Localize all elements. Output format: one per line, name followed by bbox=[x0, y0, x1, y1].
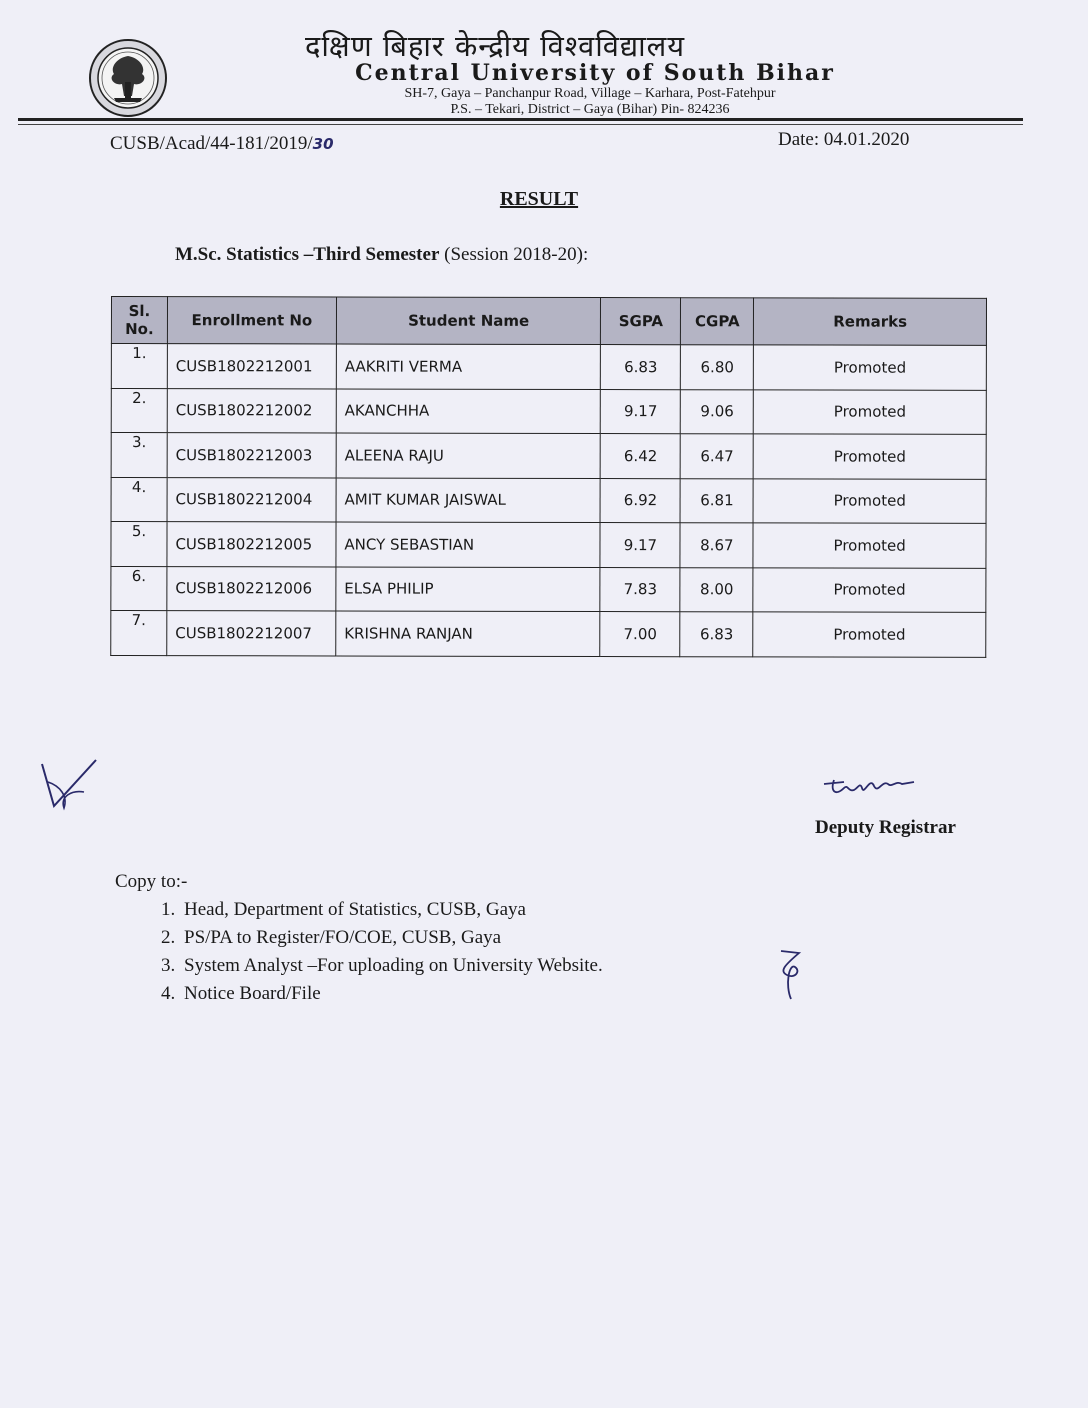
list-item: 4. Notice Board/File bbox=[180, 980, 603, 1008]
col-header-remarks: Remarks bbox=[754, 298, 987, 345]
cell-sl: 7. bbox=[111, 611, 167, 656]
university-name-english: Central University of South Bihar bbox=[355, 60, 835, 86]
cell-remarks: Promoted bbox=[753, 567, 986, 612]
cell-student-name: ANCY SEBASTIAN bbox=[336, 522, 601, 567]
cell-enrollment: CUSB1802212007 bbox=[167, 611, 336, 656]
result-table bbox=[110, 296, 987, 657]
cell-enrollment: CUSB1802212004 bbox=[167, 477, 336, 522]
cell-cgpa: 6.47 bbox=[681, 434, 754, 479]
cell-sgpa: 7.00 bbox=[600, 612, 680, 657]
cell-sgpa: 6.42 bbox=[601, 434, 681, 479]
table-row bbox=[111, 611, 986, 657]
table-row bbox=[111, 566, 986, 612]
cell-cgpa: 8.00 bbox=[680, 567, 753, 612]
copy-to-list bbox=[140, 896, 603, 1008]
table-row bbox=[111, 344, 986, 390]
program-session: (Session 2018-20): bbox=[439, 244, 589, 265]
table-row bbox=[111, 433, 986, 479]
cell-sl: 5. bbox=[111, 522, 167, 567]
col-header-sgpa: SGPA bbox=[601, 298, 681, 345]
cell-cgpa: 9.06 bbox=[681, 389, 754, 434]
signatory-title: Deputy Registrar bbox=[815, 817, 956, 838]
cell-student-name: ELSA PHILIP bbox=[336, 566, 601, 611]
cell-student-name: AKANCHHA bbox=[336, 388, 601, 433]
cell-remarks: Promoted bbox=[753, 434, 986, 479]
reference-number bbox=[110, 133, 334, 155]
cell-remarks: Promoted bbox=[754, 345, 987, 390]
program-subtitle bbox=[175, 244, 588, 266]
table-row bbox=[111, 522, 986, 568]
header-divider-thin bbox=[18, 124, 1023, 125]
list-item: 2. PS/PA to Register/FO/COE, CUSB, Gaya bbox=[180, 924, 603, 952]
table-header-row bbox=[111, 297, 986, 346]
col-header-student-name: Student Name bbox=[336, 297, 601, 345]
cell-sgpa: 6.83 bbox=[601, 345, 681, 390]
cell-remarks: Promoted bbox=[753, 523, 986, 568]
list-item: 1. Head, Department of Statistics, CUSB, Gaya bbox=[180, 896, 603, 924]
reference-handwritten-suffix: 30 bbox=[312, 135, 334, 153]
col-header-enrollment: Enrollment No bbox=[167, 297, 336, 344]
cell-enrollment: CUSB1802212005 bbox=[167, 522, 336, 567]
cell-remarks: Promoted bbox=[754, 389, 987, 434]
university-name-hindi: दक्षिण बिहार केन्द्रीय विश्वविद्यालय bbox=[305, 29, 686, 63]
result-title: RESULT bbox=[499, 188, 579, 210]
address-line-1: SH-7, Gaya – Panchanpur Road, Village – Karhara, Post-Fatehpur bbox=[404, 86, 776, 101]
cell-sl: 2. bbox=[111, 388, 167, 433]
cell-enrollment: CUSB1802212003 bbox=[167, 433, 336, 478]
cell-cgpa: 6.83 bbox=[680, 612, 753, 657]
cell-enrollment: CUSB1802212002 bbox=[167, 388, 336, 433]
cell-remarks: Promoted bbox=[753, 612, 986, 657]
cell-sgpa: 9.17 bbox=[600, 523, 680, 568]
cell-student-name: KRISHNA RANJAN bbox=[336, 611, 601, 656]
reference-number-text: CUSB/Acad/44-181/2019/ bbox=[110, 133, 313, 154]
col-header-cgpa: CGPA bbox=[681, 298, 754, 345]
table-row bbox=[111, 477, 986, 523]
cell-remarks: Promoted bbox=[753, 478, 986, 523]
registrar-signature bbox=[822, 770, 922, 804]
cell-cgpa: 6.80 bbox=[681, 345, 754, 390]
handwritten-initial bbox=[775, 945, 809, 1003]
copy-to-heading: Copy to:- bbox=[115, 871, 188, 892]
university-seal-logo bbox=[88, 38, 168, 118]
document-date: Date: 04.01.2020 bbox=[778, 129, 910, 150]
cell-sgpa: 9.17 bbox=[601, 389, 681, 434]
cell-cgpa: 8.67 bbox=[680, 523, 753, 568]
col-header-sl bbox=[111, 297, 167, 344]
header-divider-thick bbox=[18, 118, 1023, 121]
handwritten-tick-mark bbox=[38, 756, 102, 818]
cell-enrollment: CUSB1802212006 bbox=[167, 566, 336, 611]
col-header-sl-line2: No. bbox=[125, 320, 154, 339]
cell-student-name: AMIT KUMAR JAISWAL bbox=[336, 477, 601, 522]
cell-sl: 6. bbox=[111, 566, 167, 611]
cell-cgpa: 6.81 bbox=[680, 478, 753, 523]
table-row bbox=[111, 388, 986, 434]
cell-sgpa: 7.83 bbox=[600, 567, 680, 612]
cell-student-name: ALEENA RAJU bbox=[336, 433, 601, 478]
address-line-2: P.S. – Tekari, District – Gaya (Bihar) Pin- 824236 bbox=[450, 102, 730, 116]
cell-student-name: AAKRITI VERMA bbox=[336, 344, 601, 389]
col-header-sl-line1: Sl. bbox=[128, 302, 151, 321]
cell-enrollment: CUSB1802212001 bbox=[167, 344, 336, 389]
list-item: 3. System Analyst –For uploading on University Website. bbox=[180, 952, 603, 980]
cell-sl: 4. bbox=[111, 477, 167, 522]
program-name: M.Sc. Statistics –Third Semester bbox=[175, 244, 440, 265]
cell-sl: 3. bbox=[111, 433, 167, 478]
cell-sgpa: 6.92 bbox=[600, 478, 680, 523]
cell-sl: 1. bbox=[111, 344, 167, 389]
